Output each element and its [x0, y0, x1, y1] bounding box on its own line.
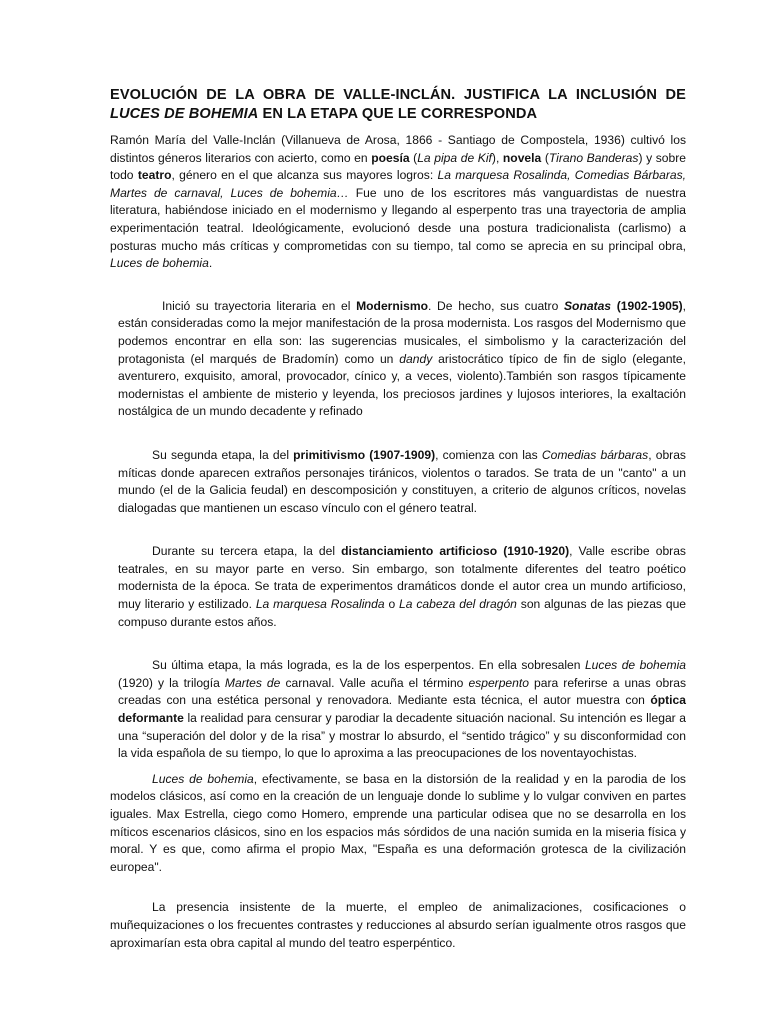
text-run: (: [409, 150, 418, 165]
text-run: distanciamiento artificioso (1910-1920): [341, 544, 570, 559]
text-run: son algunas de las piezas que compuso durante estos años.: [118, 597, 687, 629]
text-run: (1902-1905): [611, 298, 683, 313]
text-run: primitivismo (1907-1909): [293, 447, 436, 462]
text-run: poesía: [371, 150, 410, 165]
text-run: , Valle escribe obras teatrales, en su mayor parte en verso. Sin embargo, son totalmente diferentes del teatro poético modernista de la época. Se trata de experimentos dramáticos donde el autor crea un mundo artificioso, muy literario y estilizado.: [118, 544, 686, 612]
text-run: Luces de bohemia: [110, 256, 209, 271]
text-run: La marquesa Rosalinda: [255, 597, 385, 612]
text-run: Ramón María del Valle-Inclán (Villanueva de Arosa, 1866 - Santiago de Compostela, 1936) cultivó los distintos géneros literarios con acierto, como en: [110, 133, 686, 165]
text-run: , género en el que alcanza sus mayores logros:: [171, 168, 438, 183]
text-run: novela: [502, 150, 542, 165]
text-run: Martes de: [224, 675, 281, 690]
text-run: La marquesa Rosalinda, Comedias Bárbaras, Martes de carnaval, Luces de bohemia…: [110, 168, 686, 200]
text-run: ) y sobre todo: [110, 150, 686, 183]
document-title: [110, 86, 686, 124]
text-run: Luces de bohemia: [152, 771, 254, 786]
text-run: Luces de bohemia: [584, 658, 686, 673]
text-run: Sonatas: [563, 298, 612, 313]
text-run: o: [384, 597, 400, 612]
text-run: Comedias bárbaras: [541, 447, 649, 462]
text-run: carnaval. Valle acuña el término: [280, 675, 469, 690]
esperpento-stage-paragraph: [110, 657, 686, 763]
text-run: , comienza con las: [435, 447, 542, 462]
text-run: .: [208, 256, 213, 271]
text-run: la realidad para censurar y parodiar la decadente situación nacional. Su intención es llegar a una “superación del dolor y de la risa” y mostrar lo absurdo, el “sentido trágico” y su disconformidad con la vida española de su tiempo, lo que lo aproxima a las preocupaciones de los noventayochistas.: [118, 711, 686, 761]
text-run: La presencia insistente de la muerte, el empleo de animalizaciones, cosificaciones o muñequizaciones o los frecuentes contrastes y reducciones al absurdo serían igualmente otros rasgos que aproximarían esta obra capital al mundo del teatro esperpéntico.: [110, 900, 686, 950]
text-run: (1920) y la trilogía: [118, 675, 225, 690]
title-italic-work: LUCES DE BOHEMIA: [110, 106, 259, 122]
text-run: esperpento: [468, 675, 529, 690]
title-part-2: EN LA ETAPA QUE LE CORRESPONDA: [258, 106, 538, 122]
text-run: óptica deformante: [118, 693, 686, 726]
text-run: (: [541, 150, 549, 165]
text-run: teatro: [137, 168, 172, 183]
modernism-stage-paragraph: [110, 298, 686, 421]
closing-paragraph: [110, 899, 686, 952]
luces-de-bohemia-paragraph: [110, 771, 686, 877]
text-run: Modernismo: [356, 298, 428, 313]
primitivism-stage-paragraph: [110, 447, 686, 517]
text-run: Fue uno de los escritores más vanguardistas de nuestra literatura, habiéndose iniciado en el modernismo y llegando al esperpento tras una trayectoria de amplia experimentación teatral. Ideológicamente, evolucionó desde una postura tradicionalista (carlismo) a posturas mucho más críticas y comprometidas con su tiempo, tal como se aprecia en su principal obra,: [110, 185, 686, 253]
text-run: La pipa de Kif: [417, 150, 492, 165]
intro-paragraph: [110, 132, 686, 273]
text-run: Durante su tercera etapa, la del: [152, 544, 342, 559]
text-run: dandy: [399, 351, 433, 366]
text-run: Tirano Banderas: [548, 150, 639, 165]
text-run: Su última etapa, la más lograda, es la de los esperpentos. En ella sobresalen: [152, 658, 585, 673]
text-run: para referirse a unas obras creadas con una estética personal y renovadora. Mediante esta técnica, el autor muestra con: [118, 675, 686, 708]
text-run: La cabeza del dragón: [399, 597, 517, 612]
text-run: , están consideradas como la mejor manifestación de la prosa modernista. Los rasgos del Modernismo que podemos encontrar en ella son: las sugerencias musicales, el simbolismo y la caracterización del protagonista (el marqués de Bradomín) como un: [118, 298, 686, 366]
text-run: ),: [491, 150, 503, 165]
text-run: Inició su trayectoria literaria en el: [162, 298, 357, 313]
distancing-stage-paragraph: [110, 543, 686, 631]
text-run: , obras míticas donde aparecen extraños personajes tiránicos, violentos o tarados. Se trata de un "canto" a un mundo (el de la Galicia feudal) en descomposición y constituyen, a criterio de algunos críticos, novelas dialogadas que mantienen un escaso vínculo con el género teatral.: [118, 447, 686, 515]
text-run: . De hecho, sus cuatro: [428, 298, 564, 313]
text-run: Su segunda etapa, la del: [152, 447, 294, 462]
text-run: , efectivamente, se basa en la distorsión de la realidad y en la parodia de los modelos clásicos, así como en la creación de un lenguaje donde lo sublime y lo vulgar conviven en partes iguales. Max Estrella, ciego como Homero, emprende una particular odisea que no se desarrolla en los míticos escenarios clásicos, sino en los espacios más sórdidos de una nación sumida en la miseria física y moral. Y es que, como afirma el propio Max, "España es una deformación grotesca de la civilización europea".: [110, 771, 686, 874]
text-run: aristocrático típico de fin de siglo (elegante, aventurero, exquisito, amoral, provocador, cínico y, a veces, violento).También son rasgos típicamente modernistas el ambiente de misterio y leyenda, los preciosos jardines y lujosos interiores, la exaltación nostálgica de un mundo decadente y refinado: [118, 351, 686, 419]
title-part-1: EVOLUCIÓN DE LA OBRA DE VALLE-INCLÁN. JUSTIFICA LA INCLUSIÓN DE: [110, 87, 686, 103]
